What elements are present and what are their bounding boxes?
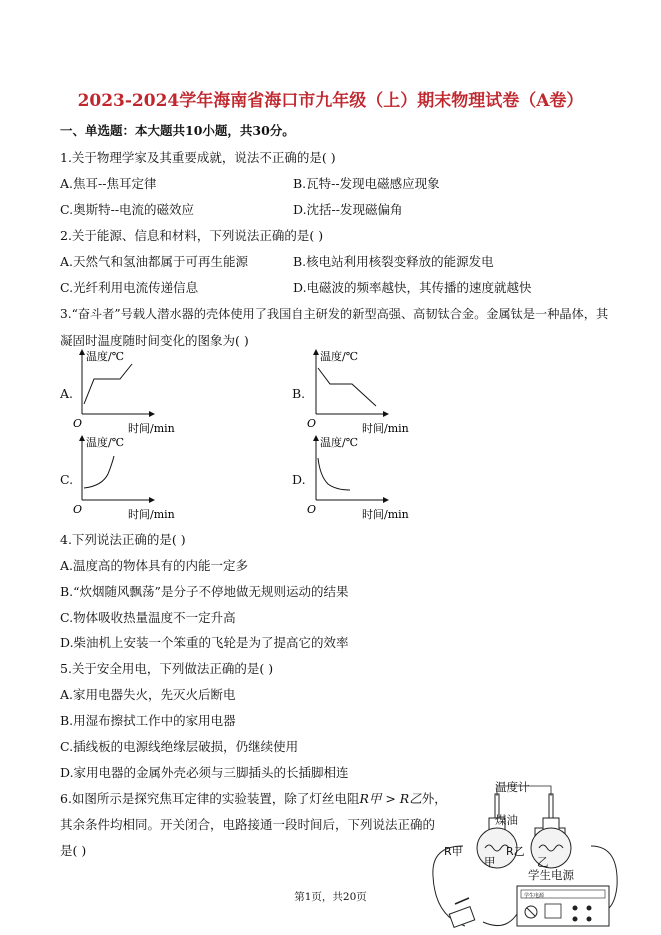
graph-c-curve bbox=[84, 456, 114, 488]
graph-a-origin: O bbox=[73, 417, 83, 430]
page-title: 2023-2024学年海南省海口市九年级（上）期末物理试卷（A卷） bbox=[77, 91, 584, 111]
question-5-option-a: A.家用电器失火，先灭火后断电 bbox=[60, 687, 236, 702]
graph-b-ylabel: 温度/℃ bbox=[320, 350, 359, 363]
question-5-option-d: D.家用电器的金属外壳必须与三脚插头的长插脚相连 bbox=[60, 765, 349, 780]
question-2-option-b: B.核电站利用核裂变释放的能源发电 bbox=[293, 254, 494, 269]
wire-bottom bbox=[483, 914, 517, 926]
power-terminal-icon bbox=[573, 917, 578, 922]
question-5-option-b: B.用湿布擦拭工作中的家用电器 bbox=[60, 713, 236, 728]
question-3-stem-line1: 3.“奋斗者”号载人潜水器的壳体使用了我国自主研发的新型高强、高韧钛合金。金属钛是一种晶体，其 bbox=[60, 307, 609, 321]
graph-a-xlabel: 时间/min bbox=[128, 422, 175, 434]
question-6-stem-line2: 其余条件均相同。开关闭合，电路接通一段时间后，下列说法正确的 bbox=[60, 817, 436, 832]
graph-d bbox=[304, 432, 434, 520]
graph-b bbox=[304, 346, 434, 434]
question-5-stem: 5.关于安全用电，下列做法正确的是( ) bbox=[60, 661, 274, 676]
question-6-stem-line3: 是( ) bbox=[60, 843, 87, 858]
graph-b-xlabel: 时间/min bbox=[362, 422, 409, 434]
graph-a bbox=[70, 346, 200, 434]
question-2-option-c: C.光纤利用电流传递信息 bbox=[60, 280, 199, 295]
graph-c bbox=[70, 432, 200, 520]
question-4-stem: 4.下列说法正确的是( ) bbox=[60, 532, 186, 547]
flask-yi-label: 乙 bbox=[537, 855, 549, 869]
graph-c-letter: C. bbox=[60, 472, 74, 487]
question-5-option-c: C.插线板的电源线绝缘层破损，仍继续使用 bbox=[60, 739, 299, 754]
question-4-option-a: A.温度高的物体具有的内能一定多 bbox=[60, 558, 249, 573]
graph-a-letter: A. bbox=[60, 386, 74, 401]
question-4-option-c: C.物体吸收热量温度不一定升高 bbox=[60, 610, 236, 625]
power-terminal-icon bbox=[587, 917, 592, 922]
page-footer: 第1页，共20页 bbox=[294, 891, 367, 903]
question-1-option-d: D.沈括--发现磁偏角 bbox=[293, 202, 403, 217]
graph-c-origin: O bbox=[73, 503, 83, 516]
graph-b-origin: O bbox=[307, 417, 317, 430]
question-6-stem-line1 bbox=[60, 789, 447, 807]
graph-d-letter: D. bbox=[292, 472, 306, 487]
graph-d-xlabel: 时间/min bbox=[362, 508, 409, 520]
question-4-option-d: D.柴油机上安装一个笨重的飞轮是为了提高它的效率 bbox=[60, 635, 349, 650]
question-4-option-b: B.“炊烟随风飘荡”是分子不停地做无规则运动的结果 bbox=[60, 584, 349, 599]
question-2-option-d: D.电磁波的频率越快，其传播的速度就越快 bbox=[293, 280, 532, 295]
flask-jia-label: 甲 bbox=[484, 855, 496, 869]
question-1-option-b: B.瓦特--发现电磁感应现象 bbox=[293, 176, 440, 191]
graph-a-curve bbox=[84, 364, 132, 404]
oil-label: 煤油 bbox=[495, 813, 518, 827]
question-3-stem-line2: 凝固时温度随时间变化的图象为( ) bbox=[60, 333, 249, 348]
question-6-stem-text-b: 外， bbox=[421, 791, 447, 806]
question-6-r-yi: R乙 bbox=[399, 791, 422, 806]
question-1-stem: 1.关于物理学家及其重要成就，说法不正确的是( ) bbox=[60, 150, 336, 165]
question-6-r-jia: R甲 bbox=[359, 791, 382, 806]
section-header: 一、单选题：本大题共10小题，共30分。 bbox=[60, 123, 295, 138]
graph-a-ylabel: 温度/℃ bbox=[86, 350, 125, 363]
question-2-stem: 2.关于能源、信息和材料，下列说法正确的是( ) bbox=[60, 228, 324, 243]
question-2-option-a: A.天然气和氢油都属于可再生能源 bbox=[60, 254, 249, 269]
question-1-option-a: A.焦耳--焦耳定律 bbox=[60, 176, 157, 191]
power-supply-display bbox=[545, 904, 561, 918]
graph-c-xlabel: 时间/min bbox=[128, 508, 175, 520]
graph-d-origin: O bbox=[307, 503, 317, 516]
power-terminal-icon bbox=[587, 906, 592, 911]
resistor-yi-label: R乙 bbox=[506, 845, 525, 858]
switch bbox=[449, 907, 474, 928]
power-terminal-icon bbox=[573, 906, 578, 911]
graph-c-ylabel: 温度/℃ bbox=[86, 436, 125, 449]
power-supply-label: 学生电源 bbox=[528, 868, 574, 882]
question-1-option-c: C.奥斯特--电流的磁效应 bbox=[60, 202, 195, 217]
graph-d-curve bbox=[318, 458, 350, 490]
power-supply-panel-label: 学生电源 bbox=[524, 893, 545, 899]
graph-b-curve bbox=[318, 368, 376, 406]
graph-b-letter: B. bbox=[292, 386, 306, 401]
question-6-gt: > bbox=[381, 791, 400, 806]
resistor-jia-label: R甲 bbox=[444, 845, 463, 858]
thermometer-label: 温度计 bbox=[495, 780, 530, 794]
graph-d-ylabel: 温度/℃ bbox=[320, 436, 359, 449]
question-6-stem-text-a: 6.如图所示是探究焦耳定律的实验装置，除了灯丝电阻 bbox=[60, 791, 360, 806]
